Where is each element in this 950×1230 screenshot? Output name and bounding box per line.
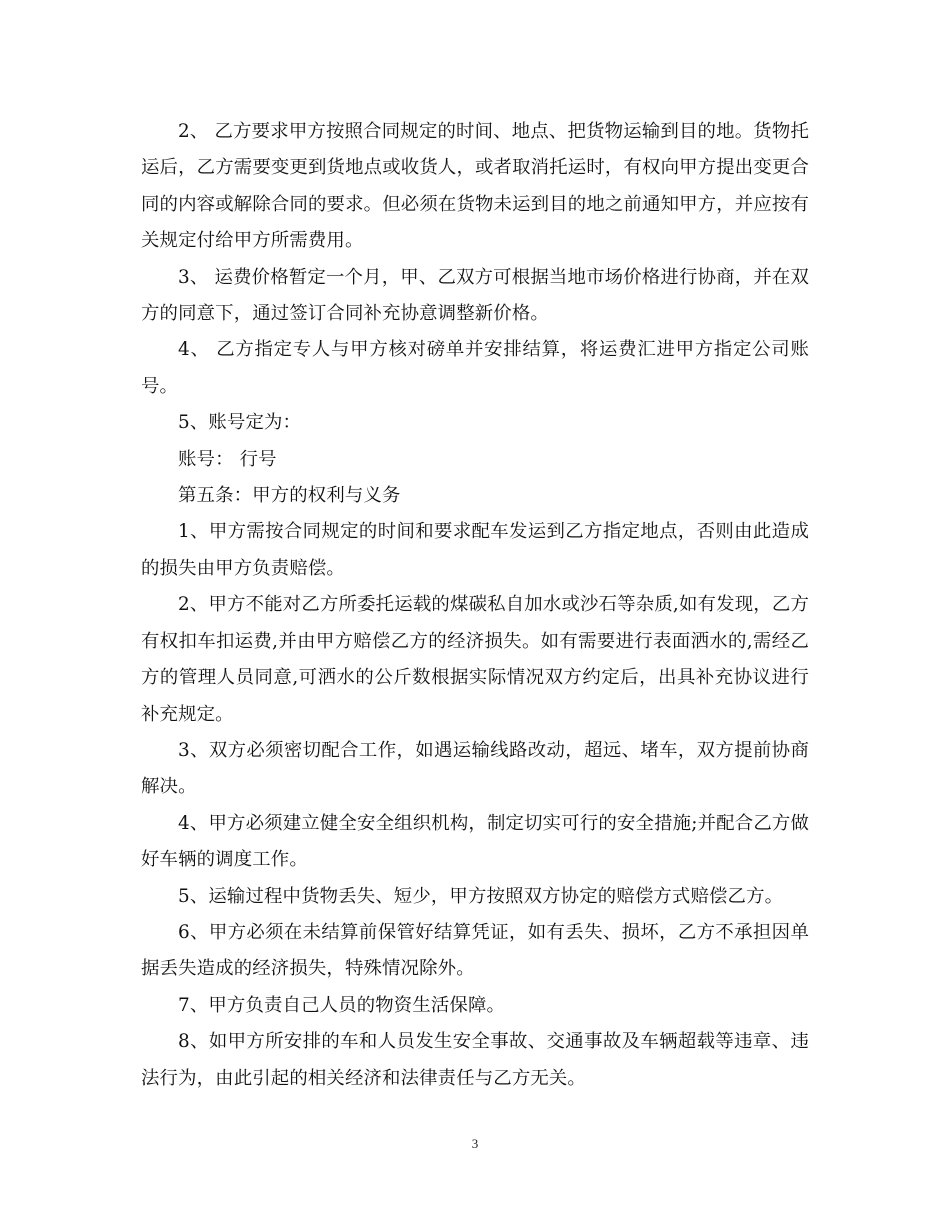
paragraph-5-account: 5、账号定为：	[178, 412, 302, 434]
paragraph-2-route-change: 2、 乙方要求甲方按照合同规定的时间、地点、把货物运输到目的地。货物托运后，乙方需要变更到货地点或收货人，或者取消托运时，有权向甲方提出变更合同的内容或解除合同的要求。但必须在货物未运到目的地之前通知甲方，并应按有关规定付给甲方所需费用。	[141, 121, 809, 252]
clause-7-personnel: 7、甲方负责自己人员的物资生活保障。	[178, 994, 506, 1016]
article-5-heading: 第五条：甲方的权利与义务	[178, 485, 401, 507]
paragraph-4-settlement: 4、 乙方指定专人与甲方核对磅单并安排结算，将运费汇进甲方指定公司账号。	[141, 339, 809, 397]
clause-3-cooperation: 3、双方必须密切配合工作，如遇运输线路改动，超远、堵车，双方提前协商解决。	[141, 739, 809, 798]
clause-6-vouchers: 6、甲方必须在未结算前保管好结算凭证，如有丢失、损坏，乙方不承担因单据丢失造成的经济损失，特殊情况除外。	[141, 921, 809, 980]
clause-2-impurities: 2、甲方不能对乙方所委托运载的煤碳私自加水或沙石等杂质,如有发现，乙方有权扣车扣运费,并由甲方赔偿乙方的经济损失。如有需要进行表面洒水的,需经乙方的管理人员同意,可洒水的公斤数根据实际情况双方约定后，出具补充协议进行补充规定。	[141, 594, 809, 725]
page-number: 3	[471, 1136, 479, 1151]
paragraph-3-freight-price: 3、 运费价格暂定一个月，甲、乙双方可根据当地市场价格进行协商，并在双方的同意下，通过签订合同补充协意调整新价格。	[141, 266, 809, 325]
document-body	[141, 114, 809, 1097]
clause-8-liability: 8、如甲方所安排的车和人员发生安全事故、交通事故及车辆超载等违章、违法行为，由此引起的相关经济和法律责任与乙方无关。	[141, 1031, 809, 1089]
clause-4-safety: 4、甲方必须建立健全安全组织机构，制定切实可行的安全措施;并配合乙方做好车辆的调度工作。	[141, 812, 809, 871]
clause-5-loss: 5、运输过程中货物丢失、短少，甲方按照双方协定的赔偿方式赔偿乙方。	[178, 885, 784, 907]
account-number-line: 账号： 行号	[178, 448, 277, 470]
clause-1-dispatch: 1、甲方需按合同规定的时间和要求配车发运到乙方指定地点，否则由此造成的损失由甲方负责赔偿。	[141, 521, 809, 579]
